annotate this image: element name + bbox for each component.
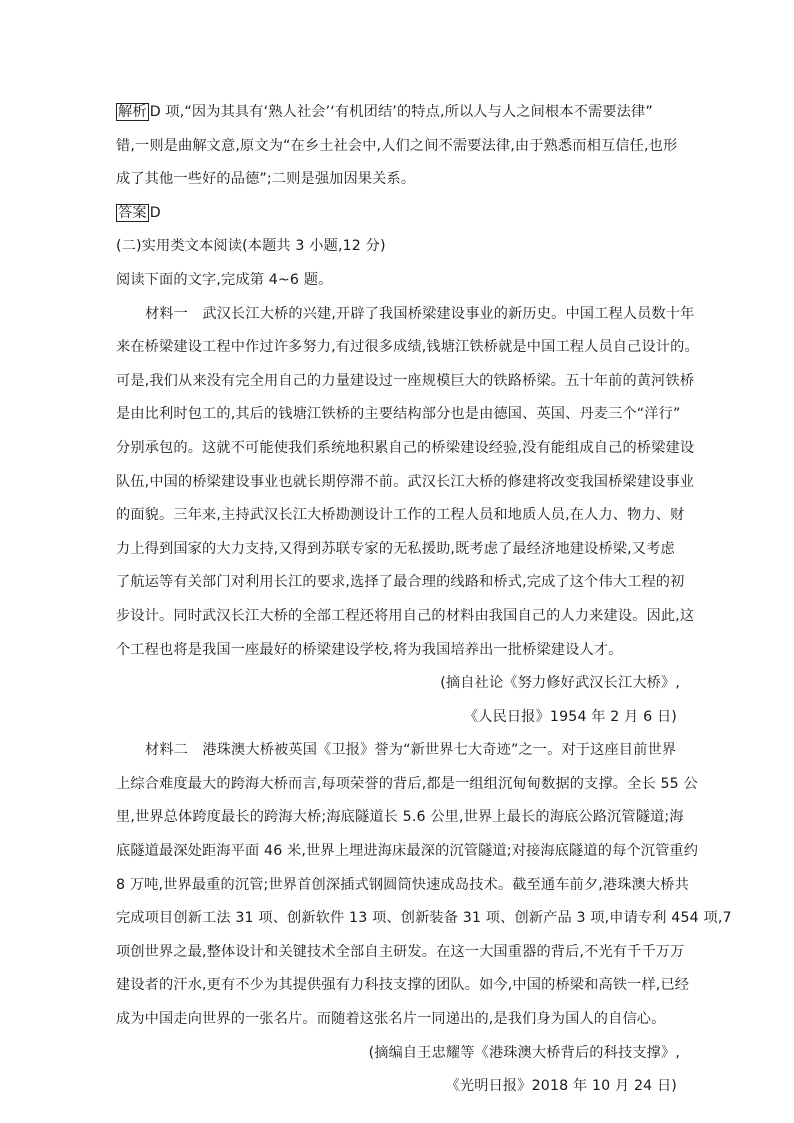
analysis-text-1: D 项,“因为其具有‘熟人社会’‘有机团结’的特点,所以人与人之间根本不需要法律”	[149, 104, 653, 120]
analysis-line-2: 错,一则是曲解文意,原文为“在乡土社会中,人们之间不需要法律,由于熟悉而相互信任,也形	[116, 137, 678, 154]
material1-line: 是由比利时包工的,其后的钱塘江铁桥的主要结构部分也是由德国、英国、丹麦三个“洋行”	[116, 406, 681, 423]
material2-source-1: (摘编自王忠耀等《港珠澳大桥背后的科技支撑》,	[368, 1044, 680, 1061]
material2-line: 完成项目创新工法 31 项、创新软件 13 项、创新装备 31 项、创新产品 3 项,申请专利 454 项,7	[116, 910, 732, 927]
section-title: (二)实用类文本阅读(本题共 3 小题,12 分)	[116, 238, 386, 255]
answer-value: D	[149, 204, 161, 221]
material1-line: 个工程也将是我国一座最好的桥梁建设学校,将为我国培养出一批桥梁建设人才。	[116, 641, 623, 658]
material2-line: 建设者的汗水,更有不少为其提供强有力科技支撑的团队。如今,中国的桥梁和高铁一样,已经	[116, 977, 690, 994]
material2-source-2: 《光明日报》2018 年 10 月 24 日)	[445, 1078, 677, 1095]
analysis-tag: 解析	[118, 104, 147, 120]
material2-line: 8 万吨,世界最重的沉管;世界首创深插式钢圆筒快速成岛技术。截至通车前夕,港珠澳大桥共	[116, 876, 689, 893]
instruction: 阅读下面的文字,完成第 4~6 题。	[116, 271, 333, 288]
material1-line: 了航运等有关部门对利用长江的要求,选择了最合理的线路和桥式,完成了这个伟大工程的初	[116, 574, 685, 591]
material1-line: 队伍,中国的桥梁建设事业也就长期停滞不前。武汉长江大桥的修建将改变我国桥梁建设事业	[116, 473, 695, 490]
material1-line: 分别承包的。这就不可能使我们系统地积累自己的桥梁建设经验,没有能组成自己的桥梁建设	[116, 439, 695, 456]
material2-line: 上综合难度最大的跨海大桥而言,每项荣誉的背后,都是一组组沉甸甸数据的支撑。全长 55 公	[116, 775, 698, 792]
material2-line: 成为中国走向世界的一张名片。而随着这张名片一同递出的,是我们身为国人的自信心。	[116, 1011, 666, 1028]
analysis-line-3: 成了其他一些好的品德”;二则是强加因果关系。	[116, 171, 416, 188]
document-page	[116, 96, 732, 1104]
material1-source-2: 《人民日报》1954 年 2 月 6 日)	[463, 708, 677, 725]
material1-source-1: (摘自社论《努力修好武汉长江大桥》,	[440, 675, 680, 692]
answer-tag: 答案	[118, 204, 147, 221]
material1-line: 来在桥梁建设工程中作过许多努力,有过很多成绩,钱塘江铁桥就是中国工程人员自己设计的。	[116, 339, 699, 356]
material1-line: 步设计。同时武汉长江大桥的全部工程还将用自己的材料由我国自己的人力来建设。因此,这	[116, 607, 695, 624]
material1-line: 材料一 武汉长江大桥的兴建,开辟了我国桥梁建设事业的新历史。中国工程人员数十年	[145, 305, 695, 322]
material2-line: 里,世界总体跨度最长的跨海大桥;海底隧道长 5.6 公里,世界上最长的海底公路沉管隧道;海	[116, 809, 684, 826]
material1-line: 可是,我们从来没有完全用自己的力量建设过一座规模巨大的铁路桥梁。五十年前的黄河铁桥	[116, 372, 695, 389]
material1-line: 的面貌。三年来,主持武汉长江大桥勘测设计工作的工程人员和地质人员,在人力、物力、财	[116, 507, 685, 524]
material2-line: 材料二 港珠澳大桥被英国《卫报》誉为“新世界七大奇迹”之一。对于这座目前世界	[145, 742, 677, 759]
analysis-line-1	[116, 96, 680, 130]
material1-line: 力上得到国家的大力支持,又得到苏联专家的无私援助,既考虑了最经济地建设桥梁,又考虑	[116, 540, 675, 557]
answer-line	[116, 197, 680, 231]
material2-line: 项创世界之最,整体设计和关键技术全部自主研发。在这一大国重器的背后,不光有千千万万	[116, 943, 685, 960]
material2-line: 底隧道最深处距海平面 46 米,世界上埋进海床最深的沉管隧道;对接海底隧道的每个沉管重约	[116, 843, 699, 860]
